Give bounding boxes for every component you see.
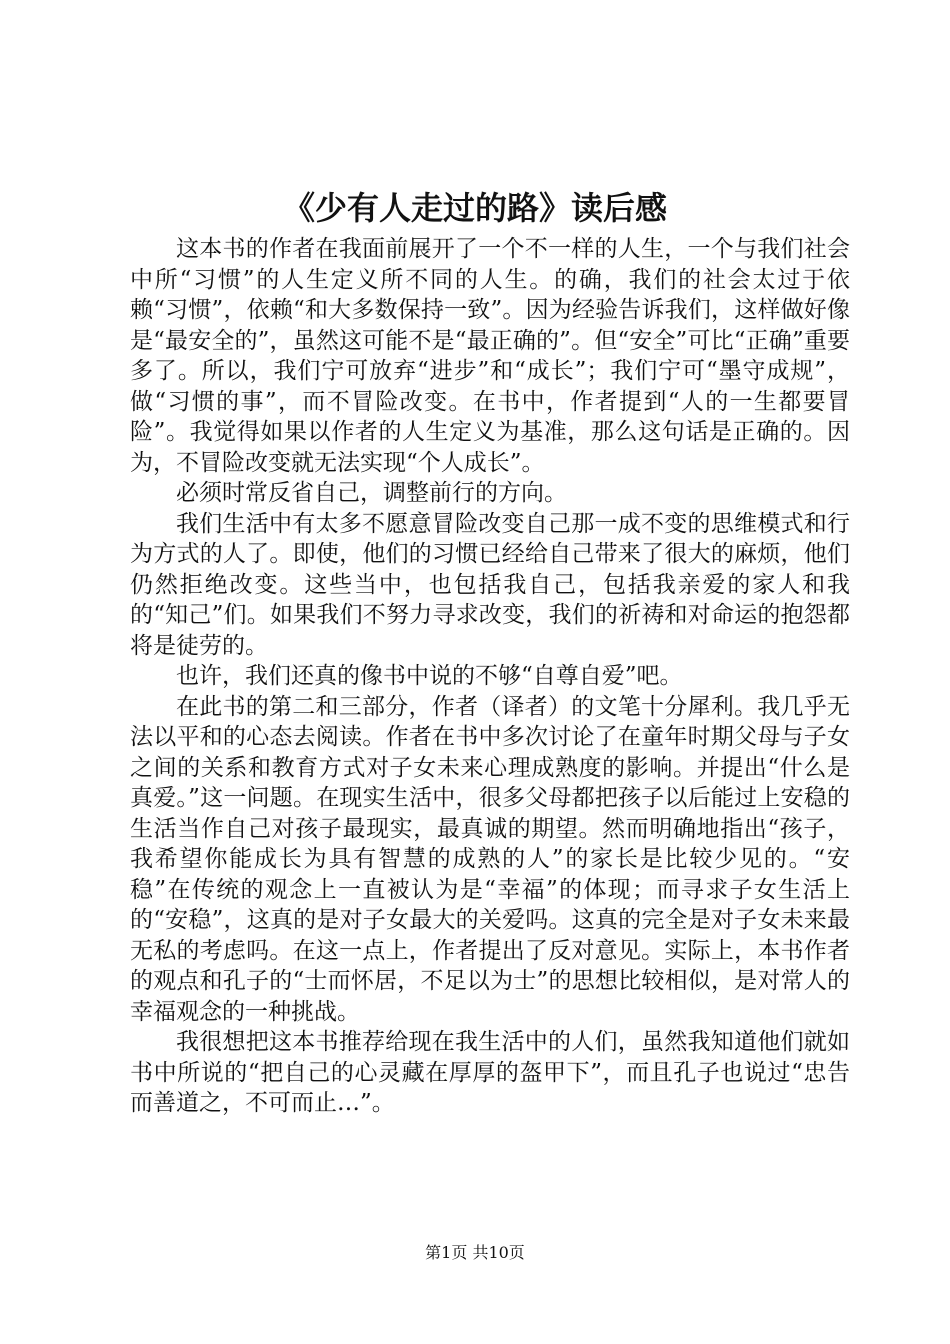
document-title: 《少有人走过的路》读后感 [282, 189, 667, 227]
paragraph: 必须时常反省自己，调整前行的方向。 [176, 480, 567, 506]
paragraph: 我们生活中有太多不愿意冒险改变自己那一成不变的思维模式和行为方式的人了。即使，他们的习惯已经给自己带来了很大的麻烦，他们仍然拒绝改变。这些当中，也包括我自己，包括我亲爱的家人和我的“知己”们。如果我们不努力寻求改变，我们的祈祷和对命运的抱怨都将是徒劳的。 [130, 510, 850, 659]
paragraph: 也许，我们还真的像书中说的不够“自尊自爱”吧。 [176, 663, 683, 689]
paragraph: 这本书的作者在我面前展开了一个不一样的人生，一个与我们社会中所“习惯”的人生定义所不同的人生。的确，我们的社会太过于依赖“习惯”，依赖“和大多数保持一致”。因为经验告诉我们，这样做好像是“最安全的”，虽然这可能不是“最正确的”。但“安全”可比“正确”重要多了。所以，我们宁可放弃“进步”和“成长”；我们宁可“墨守成规”，做“习惯的事”，而不冒险改变。在书中，作者提到“人的一生都要冒险”。我觉得如果以作者的人生定义为基准，那么这句话是正确的。因为，不冒险改变就无法实现“个人成长”。 [130, 236, 850, 476]
document-body [130, 234, 850, 1119]
page-footer: 第1页 共10页 [425, 1243, 525, 1262]
paragraph: 我很想把这本书推荐给现在我生活中的人们，虽然我知道他们就如书中所说的“把自己的心灵藏在厚厚的盔甲下”，而且孔子也说过“忠告而善道之，不可而止…”。 [130, 1029, 850, 1116]
paragraph: 在此书的第二和三部分，作者（译者）的文笔十分犀利。我几乎无法以平和的心态去阅读。作者在书中多次讨论了在童年时期父母与子女之间的关系和教育方式对子女未来心理成熟度的影响。并提出“什么是真爱。”这一问题。在现实生活中，很多父母都把孩子以后能过上安稳的生活当作自己对孩子最现实，最真诚的期望。然而明确地指出“孩子，我希望你能成长为具有智慧的成熟的人”的家长是比较少见的。“安稳”在传统的观念上一直被认为是“幸福”的体现；而寻求子女生活上的“安稳”，这真的是对子女最大的关爱吗。这真的完全是对子女未来最无私的考虑吗。在这一点上，作者提出了反对意见。实际上，本书作者的观点和孔子的“士而怀居，不足以为士”的思想比较相似，是对常人的幸福观念的一种挑战。 [130, 693, 850, 1025]
